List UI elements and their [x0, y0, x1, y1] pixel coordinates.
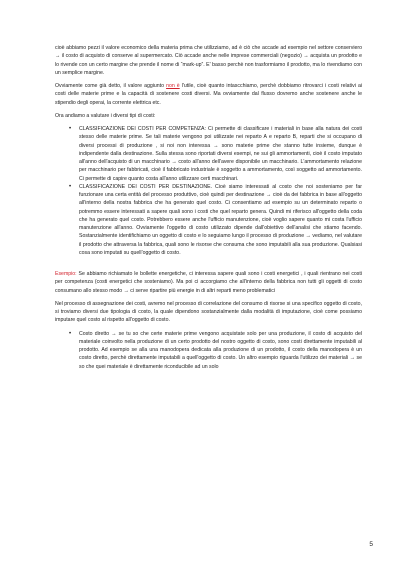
highlighted-text: non è: [166, 83, 180, 89]
paragraph-value-added: [55, 82, 362, 107]
text-segment: Se abbiamo richiamato le bollette energetiche, ci interessa sapere quali sono i costi energetici , i quali rientrano nei costi per competenza (costi energetici che sosteniamo). Ma poi ci accorgiamo che all'interno della fabbrica non tutti gli oggetti di costo consumano allo stesso modo → ci serve ripartire più energie in di altri reparti meno problematici: [55, 271, 362, 294]
example-label: Esempio:: [55, 271, 77, 277]
paragraph-intro: cioè abbiamo pezzi il valore economico della materia prima che utilizziamo, ad è ciò che accade ad esempio nel settore conserviero → il costo di acquisto di conserve al supermercato. Ciò accade anche nelle imprese commerciali (negozio) → acquista un prodotto e lo rivende con un certo margine che prende il nome di “mark-up”. E' basso perchè non trasformiamo il prodotto, ma lo rivendiamo con un semplice margine.: [55, 45, 362, 76]
paragraph-cost-assignment: Nel processo di assegnazione dei costi, avremo nel processo di correlazione del consumo di risorse si una specifico oggetto di costo, si troviamo diversi due tipologia di costo, la quale dipendono sostanzialmente dalla modalità di imputazione, cioè come possiamo imputare quel costo al rispetto all'oggetto di costo.: [55, 300, 362, 324]
paragraph-cost-types-intro: Ora andiamo a valutare i diversi tipi di costi:: [55, 112, 156, 119]
list-item-destination: • CLASSIFICAZIONE DEI COSTI PER DESTINAZIONE. Cioè siamo interessati al costo che noi sosteniamo per far funzionare una certa entità del processo produttivo, cioè quindi per destinazione → cioè da dei fabbrica in base all'oggetto all'interno della nostra fabbrica che ha generato quel costo. Ci consentiamo ad esempio su un determinato reparto o potremmo essere interessati a sapere quali sono i costi che quel reparto genera. Quindi mi riferisco all'oggetto della coda che ha generato quel costo. Potrebbero essere anche l'ufficio manutenzione, cioè voglio sapere quanto mi costa l'ufficio manutenzione all'anno. Ovviamente l'oggetto di costo utilizzato dipende dall'obiettivo dell'analisi che stiamo facendo. Sostanzialmente identifichiamo un oggetto di costo e lo seguiamo lungo il processo di produzione → vediamo, nel valutare il prodotto che attraversa la fabbrica, quali sono le risorse che consuma che sono imputabili alla sua produzione. Qualsiasi cosa sono imputati su quell'oggetto di costo.: [79, 183, 362, 257]
text-segment: l'utile, cioè quanto intascchiamo, perchè dobbiamo ritrovarci i costi relativi ai costi delle materie prime e la capacità di sostenere costi diversi. Ma ovviamente dal flusso dovremo anche sostenere anche le stipendio degli operai, la corrente elettrica etc.: [55, 83, 362, 106]
direct-cost-list: [55, 330, 362, 371]
text-segment: Ovviamente come già detto, il valore aggiunto: [55, 83, 167, 89]
list-item-direct-cost: • Costo diretto → se tu so che certe materie prime vengono acquistate solo per una produzione, il costo di acquisto del materiale coinvolto nella produzione di un certo prodotto del nostro oggetto di costo, sono costi direttamente imputabili al prodotto. Ad esempio se alla una manodopera dedicata alla produzione di un prodotto, il costo della manodopera è un costo diretto, perchè direttamente imputabili a quell'oggetto di costo. Un altro esempio riguarda l'utilizzo dei materiali → se so che quei materiale è direttamente riconducibile ad un solo: [79, 330, 362, 371]
list-item-competence: • CLASSIFICAZIONE DEI COSTI PER COMPETENZA: Ci permette di classificare i materiali in base alla natura dei costi stesso delle materie prime. Se tali materie vengono poi utilizzate nei reparto A e reparto B, reparti che si occupano di diversi processi di produzione , si noi non interessa → sono materie prime che stanno tutte insieme, dunque è indipendente dalla destinazione. Sulla stessa sono riportati diversi esempi, ne sui gli ammortamenti, cioè il costo imputato all'anno dell'acquisto di un macchinario → costo all'anno dell'avere disponibile un macchinario. L'ammortamento relazione per macchinario per fabbricati, cioè il fabbricato industriale è soggetto a ammortamento, così soggetto ad ammortamento. Ci permette di capire quanto costa all'anno utilizzare certi macchinari.: [79, 125, 362, 183]
paragraph-example: [55, 270, 362, 295]
page-number: 5: [369, 541, 373, 548]
cost-classification-list: [55, 125, 362, 257]
